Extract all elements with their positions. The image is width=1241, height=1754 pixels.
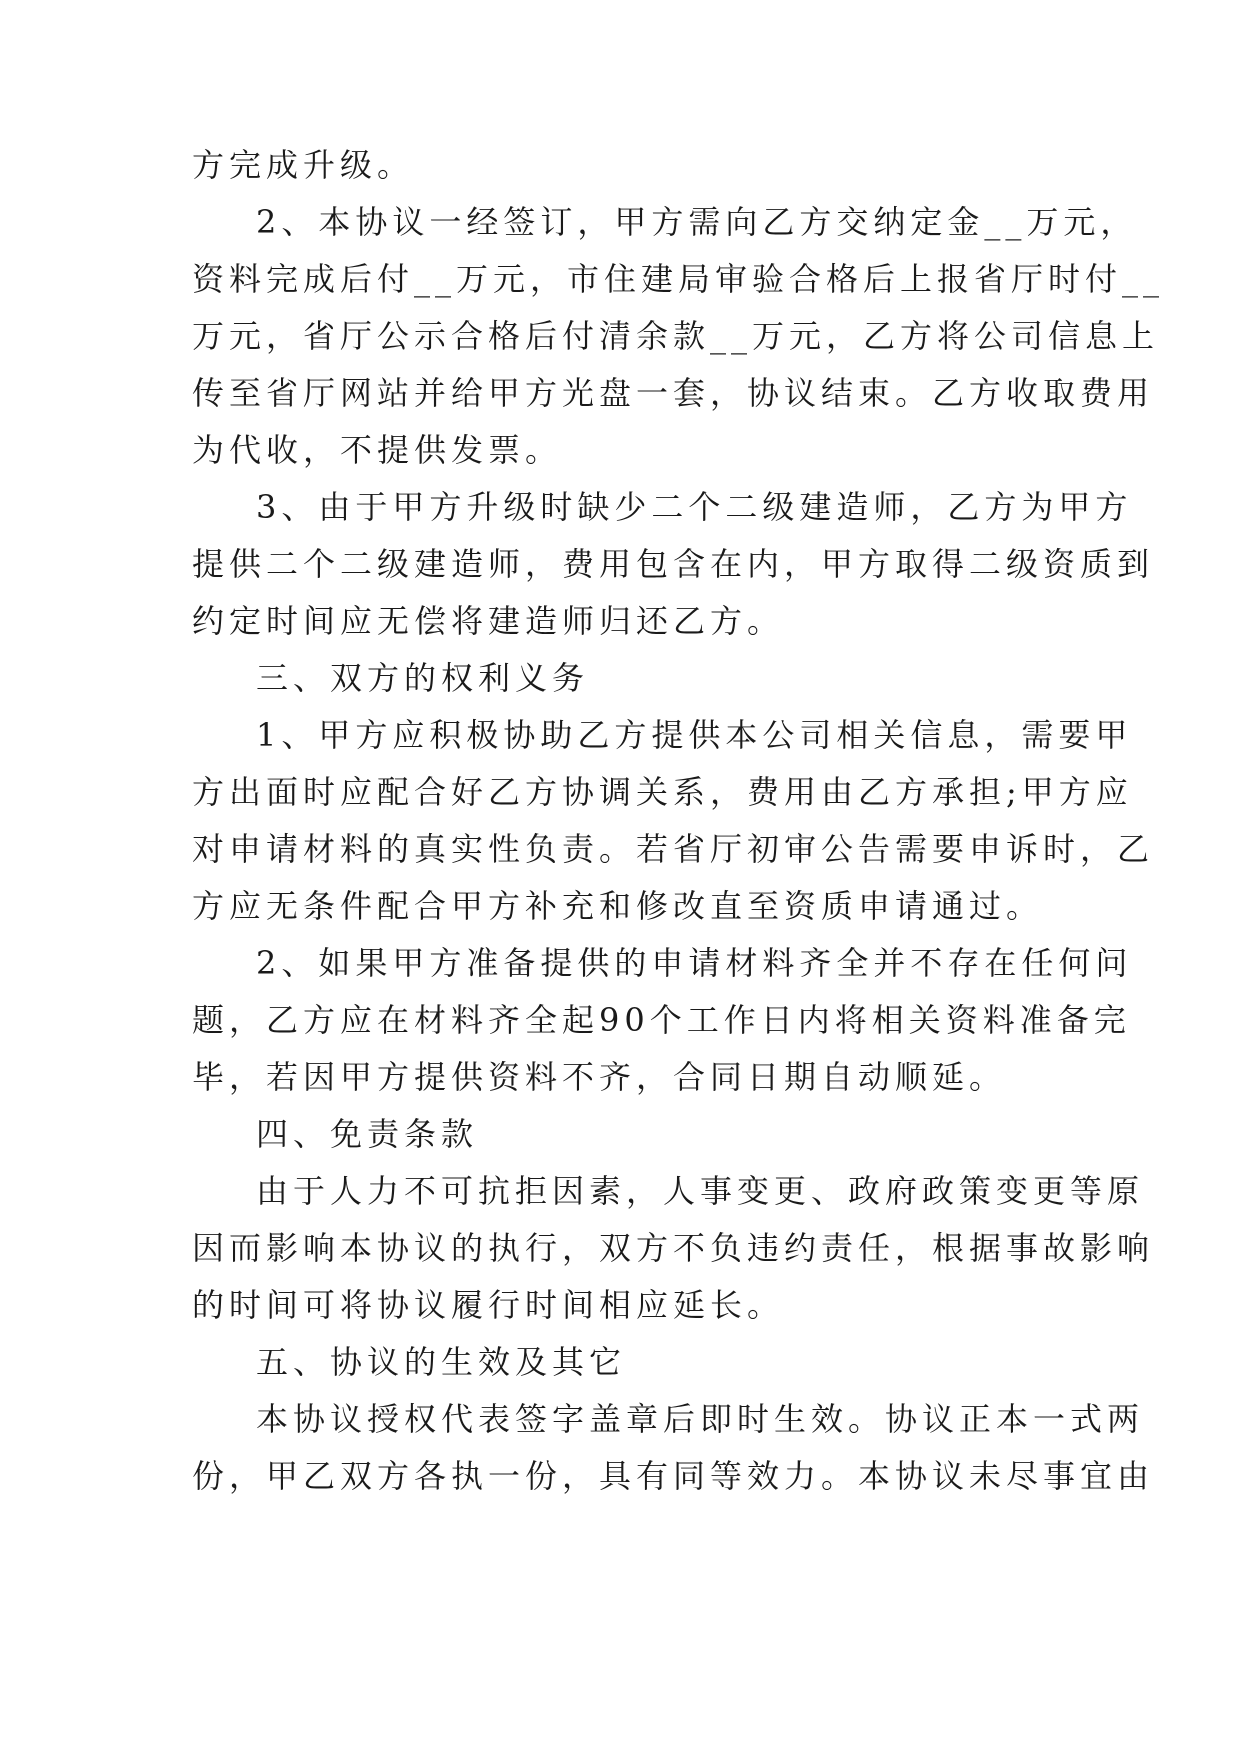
text-line: 2、如果甲方准备提供的申请材料齐全并不存在任何问 [256, 944, 1133, 982]
section-heading: 三、双方的权利义务 [256, 659, 590, 697]
text-line: 方出面时应配合好乙方协调关系，费用由乙方承担;甲方应 [192, 773, 1133, 811]
text-line: 的时间可将协议履行时间相应延长。 [192, 1286, 785, 1324]
text-line: 由于人力不可抗拒因素，人事变更、政府政策变更等原 [256, 1172, 1145, 1210]
text-line: 方完成升级。 [192, 146, 415, 184]
text-line: 方应无条件配合甲方补充和修改直至资质申请通过。 [192, 887, 1044, 925]
text-line: 为代收，不提供发票。 [192, 431, 563, 469]
text-line: 因而影响本协议的执行，双方不负违约责任，根据事故影响 [192, 1229, 1155, 1267]
text-line: 资料完成后付__万元，市住建局审验合格后上报省厅时付__ [192, 260, 1165, 298]
text-line: 对申请材料的真实性负责。若省厅初审公告需要申诉时，乙 [192, 830, 1155, 868]
text-line: 3、由于甲方升级时缺少二个二级建造师，乙方为甲方 [256, 488, 1133, 526]
text-line: 题，乙方应在材料齐全起90个工作日内将相关资料准备完 [192, 1001, 1131, 1039]
text-line: 本协议授权代表签字盖章后即时生效。协议正本一式两 [256, 1400, 1145, 1438]
text-line: 2、本协议一经签订，甲方需向乙方交纳定金__万元， [256, 203, 1138, 241]
text-line: 1、甲方应积极协助乙方提供本公司相关信息，需要甲 [256, 716, 1133, 754]
text-line: 毕，若因甲方提供资料不齐，合同日期自动顺延。 [192, 1058, 1007, 1096]
text-line: 万元，省厅公示合格后付清余款__万元，乙方将公司信息上 [192, 317, 1160, 355]
text-line: 提供二个二级建造师，费用包含在内，甲方取得二级资质到 [192, 545, 1155, 583]
text-line: 份，甲乙双方各执一份，具有同等效力。本协议未尽事宜由 [192, 1457, 1155, 1495]
section-heading: 五、协议的生效及其它 [256, 1343, 627, 1381]
text-line: 约定时间应无偿将建造师归还乙方。 [192, 602, 785, 640]
text-line: 传至省厅网站并给甲方光盘一套，协议结束。乙方收取费用 [192, 374, 1155, 412]
section-heading: 四、免责条款 [256, 1115, 479, 1153]
